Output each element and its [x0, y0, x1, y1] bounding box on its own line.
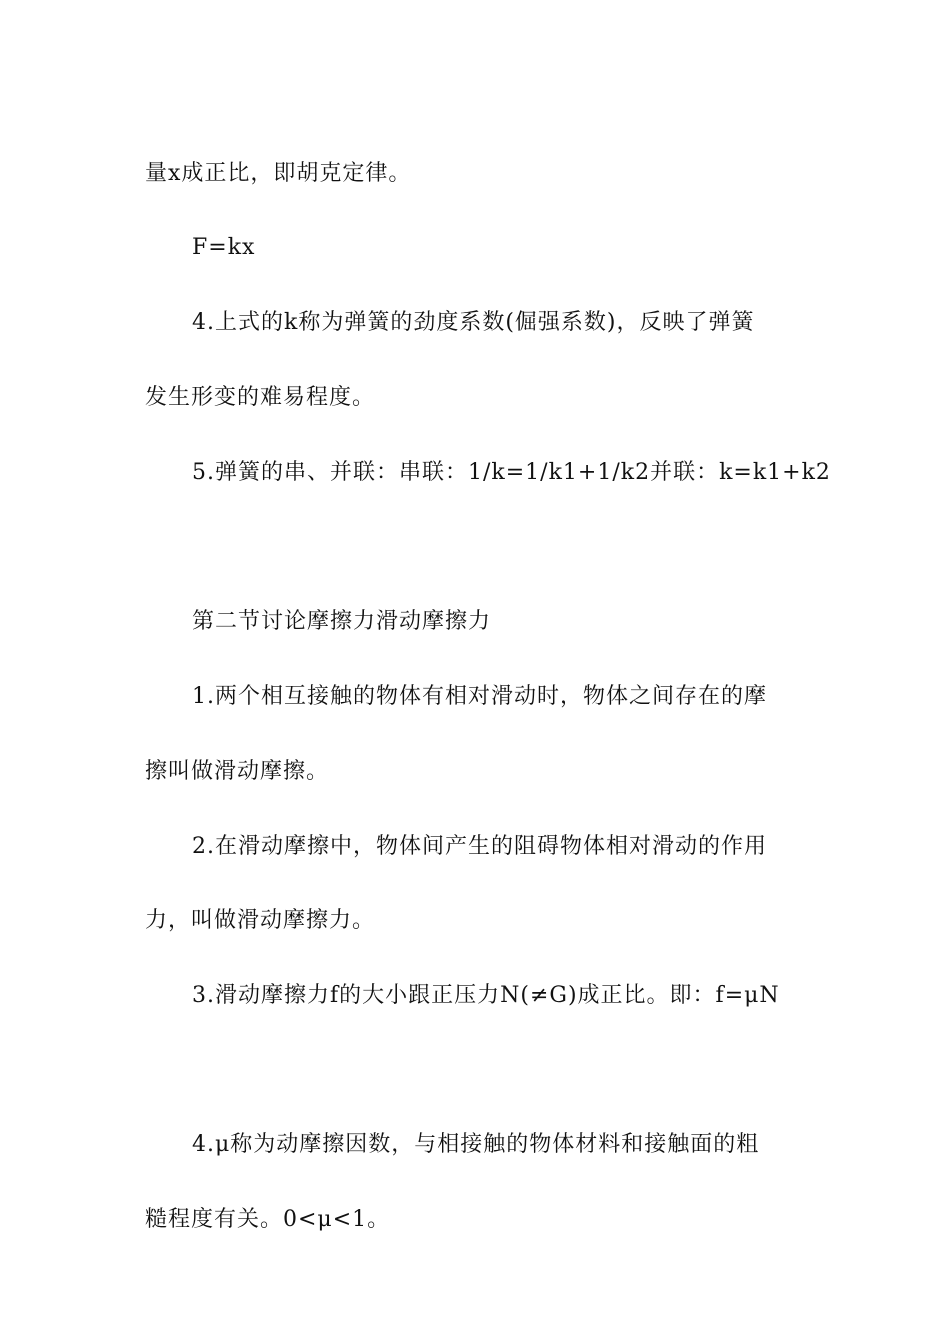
text-line: 糙程度有关。0<μ<1。 [145, 1207, 391, 1232]
text-line: 4.上式的k称为弹簧的劲度系数(倔强系数)，反映了弹簧 [192, 310, 755, 335]
text-line: 擦叫做滑动摩擦。 [145, 759, 330, 784]
text-line: 3.滑动摩擦力f的大小跟正压力N(≠G)成正比。即：f=μN [192, 983, 780, 1008]
text-line: 发生形变的难易程度。 [145, 385, 376, 410]
text-line: 力，叫做滑动摩擦力。 [145, 908, 376, 933]
text-line: F=kx [192, 235, 256, 260]
text-line: 2.在滑动摩擦中，物体间产生的阻碍物体相对滑动的作用 [192, 834, 767, 859]
text-line: 5.弹簧的串、并联：串联：1/k=1/k1+1/k2并联：k=k1+k2 [192, 460, 831, 485]
text-line: 量x成正比，即胡克定律。 [145, 161, 412, 186]
text-line: 1.两个相互接触的物体有相对滑动时，物体之间存在的摩 [192, 684, 767, 709]
section-heading: 第二节讨论摩擦力滑动摩擦力 [192, 609, 492, 634]
text-line: 4.μ称为动摩擦因数，与相接触的物体材料和接触面的粗 [192, 1132, 760, 1157]
